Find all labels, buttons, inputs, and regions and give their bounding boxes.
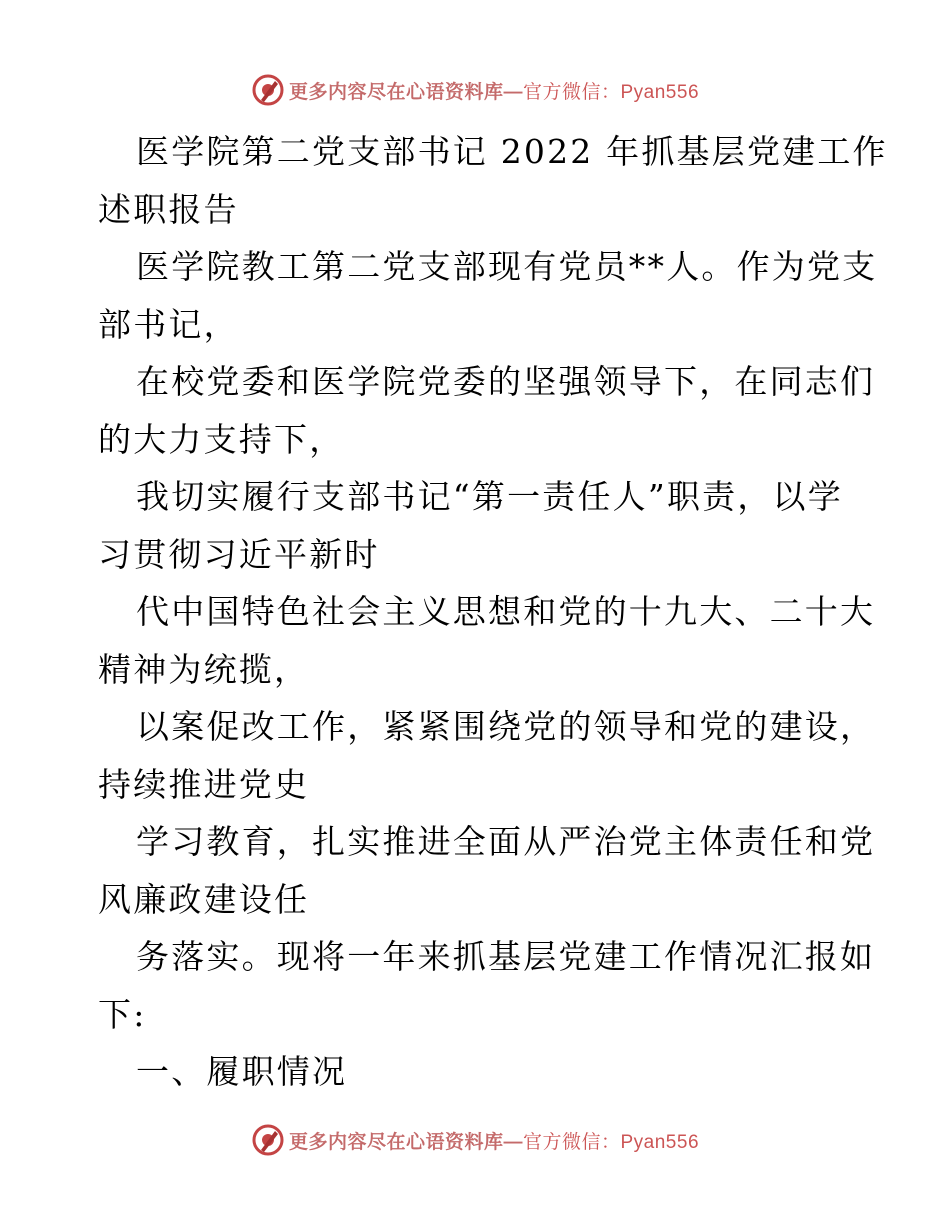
footer-watermark [0, 1120, 950, 1160]
paragraph-line: 的大力支持下， [98, 419, 345, 459]
paragraph-line: 下: [98, 994, 147, 1034]
section-heading: 一、履职情况 [136, 1052, 348, 1091]
quill-seal-icon [251, 73, 285, 107]
watermark-text: 更多内容尽在心语资料库—官方微信：Pyan556 [288, 81, 700, 103]
quill-seal-icon [251, 1123, 285, 1157]
paragraph-line: 医学院教工第二党支部现有党员**人。作为党支 [136, 247, 878, 286]
paragraph-line: 在校党委和医学院党委的坚强领导下，在同志们 [136, 362, 876, 401]
paragraph-line: 持续推进党史 [98, 764, 310, 804]
header-watermark [0, 70, 950, 110]
paragraph-line: 习贯彻习近平新时 [98, 534, 380, 574]
paragraph-line: 学习教育，扎实推进全面从严治党主体责任和党 [136, 822, 876, 861]
paragraph-line: 务落实。现将一年来抓基层党建工作情况汇报如 [136, 937, 876, 976]
paragraph-line: 精神为统揽， [98, 649, 310, 689]
watermark-text: 更多内容尽在心语资料库—官方微信：Pyan556 [288, 1131, 700, 1153]
document-title-line-1: 医学院第二党支部书记 2022 年抓基层党建工作 [136, 132, 888, 171]
paragraph-line: 代中国特色社会主义思想和党的十九大、二十大 [136, 592, 876, 631]
paragraph-line: 以案促改工作，紧紧围绕党的领导和党的建设， [136, 707, 876, 746]
paragraph-line: 部书记， [98, 304, 239, 344]
paragraph-line: 我切实履行支部书记“第一责任人”职责，以学 [136, 477, 843, 516]
paragraph-line: 风廉政建设任 [98, 879, 310, 919]
document-title-line-2: 述职报告 [98, 189, 239, 229]
document-body [98, 123, 888, 1101]
